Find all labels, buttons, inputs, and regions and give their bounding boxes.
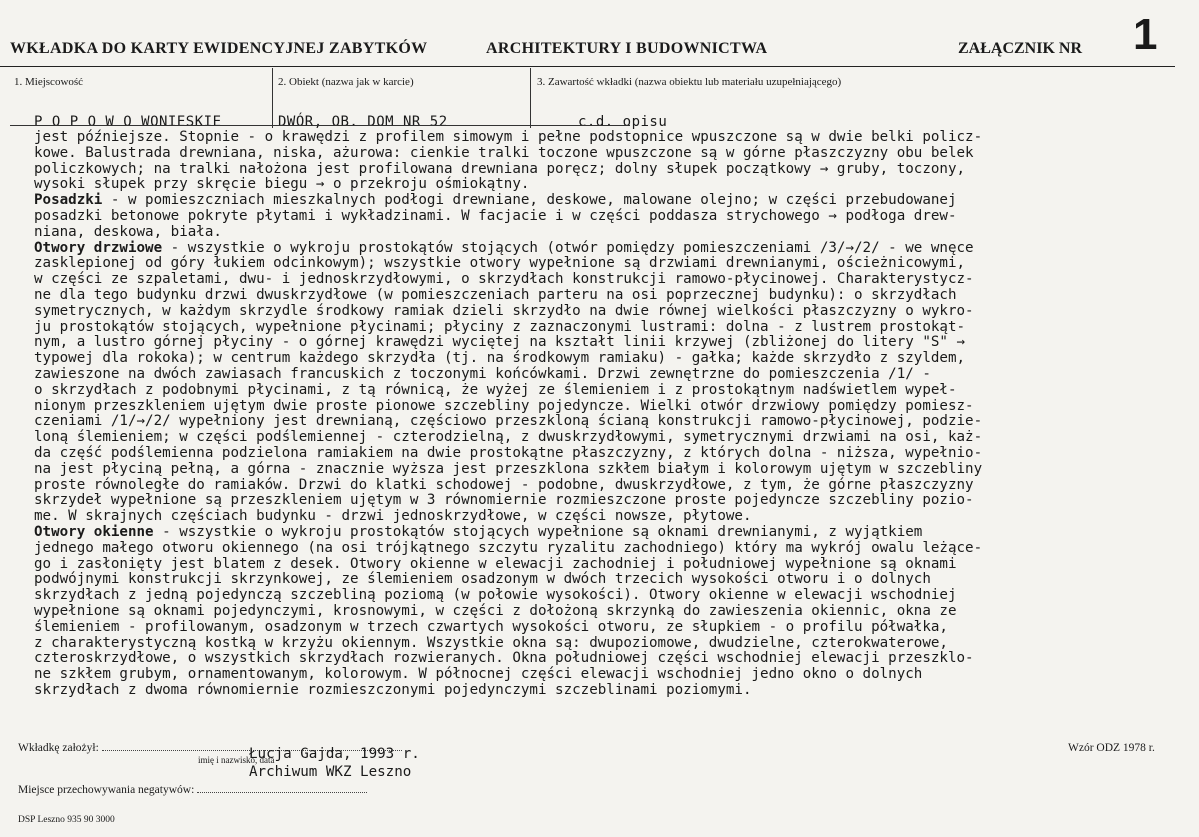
body-line <box>34 162 1164 178</box>
body-line-text: czteroskrzydłowe, o wszystkich skrzydłach rozwieranych. Okna południowej części wschodniej elewacji przeszklo- <box>34 650 974 667</box>
field-label-zawartosc: 3. Zawartość wkładki (nazwa obiektu lub materiału uzupełniającego) <box>537 76 842 88</box>
body-line <box>34 146 1164 162</box>
body-line-text: skrzydłach z dwoma równomiernie rozmieszczonymi pojedynczymi szczeblinami poziomymi. <box>34 681 752 698</box>
body-line-text: nym, a lustro górnej płyciny - o górnej krawędzi wyciętej na kształt linii krzywej (zbliżonej do litery "S" → <box>34 334 966 351</box>
body-line <box>34 604 1164 620</box>
body-line-text: - w pomieszczniach mieszkalnych podłogi drewniane, deskowe, malowane olejno; w części przebudowanej <box>102 192 957 209</box>
body-line <box>34 130 1164 146</box>
body-line-text: da część podślemienna podzielona ramiakiem na dwie prostokątne płaszczyzny, z których dolna - niższa, wypełnio- <box>34 444 983 461</box>
body-line <box>34 209 1164 225</box>
footer-wzor: Wzór ODZ 1978 r. <box>1068 742 1155 754</box>
body-line-text: typowej dla rokoka); w centrum każdego skrzydła (tj. na środkowym ramiaku) - gałka; każde skrzydło z szyldem, <box>34 350 966 367</box>
body-line <box>34 288 1164 304</box>
body-line <box>34 256 1164 272</box>
body-line-text: wysoki słupek przy skręcie biegu → o przekroju ośmiokątny. <box>34 176 530 193</box>
header-title-left: WKŁADKA DO KARTY EWIDENCYJNEJ ZABYTKÓW <box>10 40 428 57</box>
body-line <box>34 241 1164 257</box>
body-line <box>34 225 1164 241</box>
body-line <box>34 177 1164 193</box>
body-line-text: o skrzydłach z podobnymi płycinami, z tą równicą, że wyżej ze ślemieniem i z prostokątnym nadświetlem wypeł- <box>34 381 957 398</box>
body-line <box>34 636 1164 652</box>
body-line <box>34 462 1164 478</box>
section-heading: Otwory okienne <box>34 523 154 540</box>
body-line <box>34 620 1164 636</box>
body-line-text: z charakterystyczną kostką w krzyżu okiennym. Wszystkie okna są: dwupoziomowe, dwudzielne, czterokwaterowe, <box>34 634 948 651</box>
body-line <box>34 588 1164 604</box>
header-title-mid: ARCHITEKTURY I BUDOWNICTWA <box>486 40 768 57</box>
body-line-text: niana, deskowa, biała. <box>34 223 222 240</box>
body-line-text: w części ze szpaletami, dwu- i jednoskrzydłowymi, o skrzydłach konstrukcji ramowo-płycinowej. Charakterystycz- <box>34 271 974 288</box>
body-line-text: podwójnymi konstrukcji skrzynkowej, ze ślemieniem osadzonym w dwóch trzecich wysokości otworu i o dolnych <box>34 571 931 588</box>
header-title-right: ZAŁĄCZNIK NR <box>958 40 1083 57</box>
body-line <box>34 430 1164 446</box>
footer-archive: Archiwum WKZ Leszno <box>249 764 412 780</box>
body-line-text: kowe. Balustrada drewniana, niska, ażurowa: cienkie tralki toczone wpuszczone są w górne płaszczyzny obu belek <box>34 144 974 161</box>
body-line <box>34 572 1164 588</box>
body-line-text: go i zasłonięty jest blatem z desek. Otwory okienne w elewacji zachodniej i południowej wypełnione są oknami <box>34 555 957 572</box>
body-line-text: jednego małego otworu okiennego (na osi trójkątnego szczytu ryzalitu zachodniego) który ma wykrój owalu leżące- <box>34 539 983 556</box>
body-line-text: posadzki betonowe pokryte płytami i wykładzinami. W facjacie i w części poddasza strychowego → podłoga drew- <box>34 207 957 224</box>
body-line <box>34 193 1164 209</box>
body-line-text: wypełnione są oknami pojedynczymi, krosnowymi, w części z dołożoną skrzynką do zawieszenia okiennic, okna ze <box>34 602 957 619</box>
body-line <box>34 446 1164 462</box>
attachment-number: 1 <box>1133 10 1158 59</box>
footer-miejsce-line <box>197 792 367 793</box>
body-line-text: nionym przeszkleniem ujętym dwie proste pionowe szczebliny pojedyncze. Wielki otwór drzwiowy pomiędzy pomiesz- <box>34 397 974 414</box>
body-line-text: loną ślemieniem; w części podślemiennej - czterodzielną, z dwuskrzydłowymi, symetrycznymi drzwiami na osi, każ- <box>34 429 983 446</box>
body-line-text: na jest płyciną pełną, a górna - znacznie wyższa jest przeszklona szkłem białym i kolorowym ujętym w szczebliny <box>34 460 983 477</box>
fields-underline <box>10 125 630 126</box>
field-label-obiekt: 2. Obiekt (nazwa jak w karcie) <box>278 76 414 88</box>
body-line-text: ne szkłem grubym, ornamentowanym, kolorowym. W północnej części elewacji wschodniej jedno okno o dolnych <box>34 666 923 683</box>
body-line <box>34 478 1164 494</box>
body-line <box>34 557 1164 573</box>
field-divider <box>530 68 531 128</box>
header-rule <box>0 66 1175 67</box>
body-line-text: - wszystkie o wykroju prostokątów stojących wypełnione są oknami drewnianymi, z wyjątkiem <box>153 523 923 540</box>
body-line-text: jest późniejsze. Stopnie - o krawędzi z profilem simowym i pełne podstopnice wpuszczone są w dwie belki policz- <box>34 129 983 145</box>
description-body <box>34 130 1164 699</box>
footer-author: Łucja Gajda, 1993 r. <box>249 746 420 762</box>
body-line <box>34 272 1164 288</box>
body-line <box>34 335 1164 351</box>
field-value-obiekt: DWÓR, OB. DOM NR 52 <box>278 114 448 130</box>
body-line-text: zasklepionej od góry łukiem odcinkowym); wszystkie otwory wypełnione są drzwiami drewnianymi, ościeżnicowymi, <box>34 255 966 272</box>
body-line <box>34 304 1164 320</box>
body-line-text: zawieszone na dwóch zawiasach francuskich z toczonymi końcówkami. Drzwi zewnętrzne do pomieszczenia /1/ - <box>34 365 931 382</box>
footer-miejsce <box>18 784 367 796</box>
body-line <box>34 320 1164 336</box>
body-line <box>34 541 1164 557</box>
section-heading: Posadzki <box>34 192 103 209</box>
body-line-text: me. W skrajnych częściach budynku - drzwi jednoskrzydłowe, w części nowsze, płytowe. <box>34 508 752 525</box>
body-line-text: symetrycznych, w każdym skrzydle środkowy ramiak dzieli skrzydło na dwie równej wielkości płaszczyzny o wykro- <box>34 302 974 319</box>
body-line <box>34 351 1164 367</box>
body-line <box>34 651 1164 667</box>
body-line-text: ju prostokątów stojących, wypełnione płycinami; płyciny z zaznaczonymi lustrami: dolna - z lustrem prostokąt- <box>34 318 966 335</box>
body-line <box>34 383 1164 399</box>
body-line-text: czeniami /1/→/2/ wypełniony jest drewnianą, częściowo przeszkloną ścianą konstrukcji ramowo-płycinowej, podzie- <box>34 413 983 430</box>
field-label-miejscowosc: 1. Miejscowość <box>14 76 84 88</box>
body-line <box>34 509 1164 525</box>
footer-print-code: DSP Leszno 935 90 3000 <box>18 815 115 825</box>
body-line-text: skrzydeł wypełnione są przeszkleniem ujętym w 3 równomiernie rozmieszczone proste pojedyncze szczebliny pozio- <box>34 492 974 509</box>
field-divider <box>272 68 273 128</box>
body-line-text: - wszystkie o wykroju prostokątów stojących (otwór pomiędzy pomieszczeniami /3/→/2/ - we wnęce <box>162 239 974 256</box>
body-line-text: skrzydłach z jedną pojedynczą szczebliną poziomą (w połowie wysokości). Otwory okienne w elewacji wschodniej <box>34 587 957 604</box>
section-heading: Otwory drzwiowe <box>34 239 163 256</box>
body-line-text: ślemieniem - profilowanym, osadzonym w trzech czwartych wysokości otworu, ze słupkiem - o profilu półwałka, <box>34 618 948 635</box>
body-line <box>34 414 1164 430</box>
body-line <box>34 667 1164 683</box>
body-line <box>34 525 1164 541</box>
body-line <box>34 367 1164 383</box>
field-value-miejscowosc: P O P O W O WONIESKIE <box>34 114 222 130</box>
field-value-zawartosc: c.d. opisu <box>578 114 668 130</box>
body-line <box>34 683 1164 699</box>
body-line <box>34 493 1164 509</box>
body-line-text: policzkowych; na tralki nałożona jest profilowana drewniana poręcz; dolny słupek początkowy → gruby, toczony, <box>34 160 966 177</box>
body-line-text: ne dla tego budynku drzwi dwuskrzydłowe (w pomieszczeniach parteru na osi poprzecznej budynku): o skrzydłach <box>34 286 957 303</box>
body-line-text: proste równoległe do ramiaków. Drzwi do klatki schodowej - podobne, dwuskrzydłowe, z tym, że górne płaszczyzny <box>34 476 974 493</box>
body-line <box>34 399 1164 415</box>
footer-wkladke-label: Wkładkę założył: <box>18 742 99 754</box>
footer-imie-label: imię i nazwisko, data <box>198 755 275 765</box>
footer-miejsce-label: Miejsce przechowywania negatywów: <box>18 784 195 796</box>
